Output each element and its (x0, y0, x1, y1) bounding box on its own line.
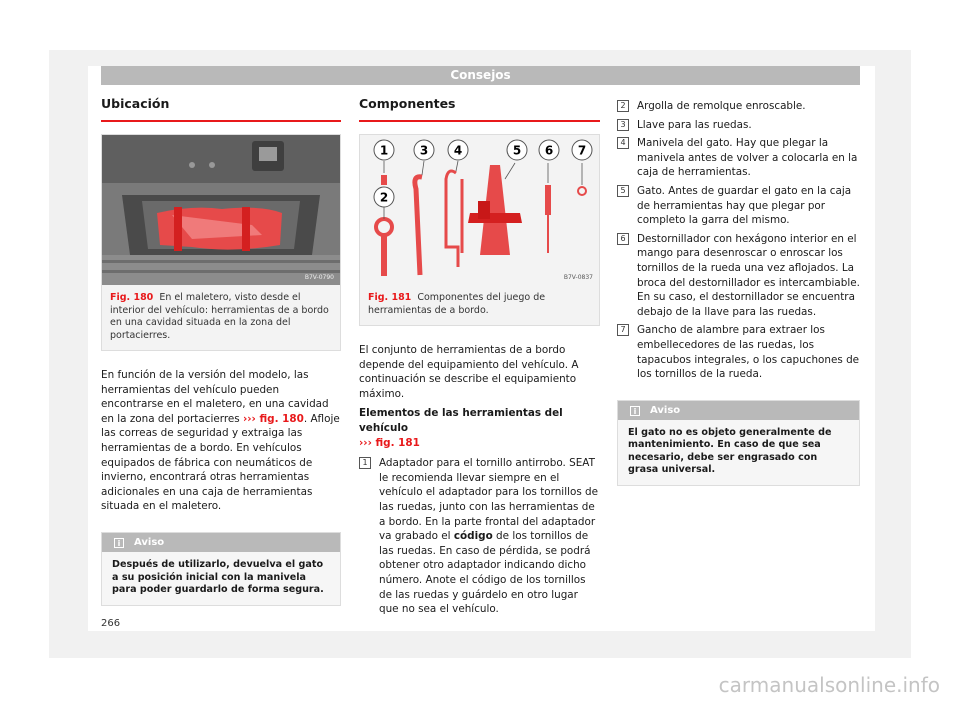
note-header-left (102, 533, 340, 552)
column-componentes (359, 96, 600, 617)
list-title: Elementos de las herramientas del vehículo (359, 407, 563, 434)
callout-7 (572, 140, 592, 160)
note-box-left (101, 532, 341, 606)
figure-180-caption-text: En el maletero, visto desde el interior del vehículo: herramientas de a bordo en una cavidad situada en la zona del portacierres. (110, 292, 329, 341)
figure-181 (359, 134, 600, 326)
section-title-componentes: Componentes (359, 96, 600, 122)
list-item-4 (617, 136, 860, 180)
ubicacion-paragraph (101, 368, 341, 514)
item-number-1: 1 (359, 457, 371, 469)
callout-2 (374, 187, 394, 207)
figure-180-image (102, 135, 340, 285)
svg-text:5: 5 (512, 143, 522, 158)
item-text-3: Llave para las ruedas. (637, 118, 752, 131)
fig-180-link[interactable]: ››› fig. 180 (242, 412, 304, 425)
callout-3 (414, 140, 434, 160)
figure-180 (101, 134, 341, 351)
item-1-text-a: Adaptador para el tornillo antirrobo. SEAT le recomienda llevar siempre en el vehículo el adaptador para los tornillos de las ruedas, junto con las herramientas de a bordo. En la parte frontal del adaptador va grabado el (379, 457, 599, 543)
item-1-text-b: de los tornillos de las ruedas. En caso de pérdida, se podrá obtener otro adaptador indicando dicho número. Anote el código de los tornillos de las ruedas y guárdelo en otro lugar que no sea el vehículo. (379, 530, 591, 616)
info-icon: i (114, 538, 124, 548)
note-box-right (617, 400, 860, 486)
figure-180-caption (102, 285, 340, 350)
item-number-3: 3 (617, 119, 629, 131)
componentes-intro: El conjunto de herramientas de a bordo depende del equipamiento del vehículo. A continuación se describe el equipamiento máximo. (359, 344, 579, 400)
list-item-3 (617, 118, 860, 133)
fig-181-link[interactable]: ››› fig. 181 (359, 436, 420, 449)
watermark: carmanualsonline.info (718, 673, 940, 697)
item-1-code-word: código (453, 530, 493, 543)
figure-180-label: Fig. 180 (110, 292, 154, 303)
list-item-6 (617, 232, 860, 320)
callout-1 (374, 140, 394, 160)
item-text-1 (379, 456, 600, 617)
item-text-2: Argolla de remolque enroscable. (637, 100, 806, 112)
list-item-2 (617, 99, 860, 114)
item-text-7: Gancho de alambre para extraer los embellecedores de las ruedas, los tapacubos integrales, o los capuchones de los tornillos de la rueda. (637, 324, 860, 381)
info-icon: i (630, 406, 640, 416)
note-title-right: Aviso (650, 404, 681, 416)
note-header-right (618, 401, 859, 420)
item-number-2: 2 (617, 100, 629, 112)
section-title-ubicacion: Ubicación (101, 96, 341, 122)
svg-text:6: 6 (544, 143, 554, 158)
callout-5 (507, 140, 527, 160)
ubicacion-text-2: . Afloje las correas de seguridad y extraiga las herramientas de a bordo. En vehículos equipados de fábrica con neumáticos de invierno, encontrará otras herramientas adicionales en una caja de herramientas situada en el maletero. (101, 412, 340, 513)
item-number-5: 5 (617, 185, 629, 197)
list-heading (359, 406, 600, 450)
list-item-7 (617, 323, 860, 381)
callout-4 (448, 140, 468, 160)
tools-illustration (360, 135, 599, 285)
item-number-7: 7 (617, 324, 629, 336)
note-body-left: Después de utilizarlo, devuelva el gato a su posición inicial con la manivela para poder guardarlo de forma segura. (112, 558, 324, 596)
svg-text:2: 2 (379, 190, 389, 205)
figure-181-code: B7V-0837 (563, 274, 593, 281)
ubicacion-text-1: En función de la versión del modelo, las herramientas del vehículo pueden encontrarse en el maletero, en una cavidad en la zona del portacierres (101, 369, 329, 425)
figure-180-code: B7V-0790 (304, 274, 334, 281)
item-number-6: 6 (617, 233, 629, 245)
page-number: 266 (101, 618, 121, 629)
svg-text:4: 4 (453, 143, 463, 158)
trunk-illustration (102, 135, 340, 285)
column-ubicacion (101, 96, 341, 606)
item-text-6: Destornillador con hexágono interior en el mango para desenroscar o enroscar los tornillos de la rueda una vez aflojados. La broca del destornillador es intercambiable. En su caso, el destornillador se encuentra debajo de la llave para las ruedas. (637, 232, 860, 318)
item-number-4: 4 (617, 137, 629, 149)
note-body-right: El gato no es objeto generalmente de mantenimiento. En caso de que sea necesario, debe ser engrasado con grasa universal. (628, 426, 832, 476)
item-text-4: Manivela del gato. Hay que plegar la manivela antes de volver a colocarla en la caja de herramientas. (637, 137, 858, 179)
list-item-1 (359, 456, 600, 617)
svg-text:3: 3 (419, 143, 429, 158)
section-header: Consejos (101, 66, 860, 85)
svg-text:7: 7 (577, 143, 587, 158)
list-item-5 (617, 184, 860, 228)
svg-text:1: 1 (379, 143, 389, 158)
column-items (617, 99, 860, 486)
figure-181-image (360, 135, 599, 285)
note-title-left: Aviso (134, 536, 165, 548)
item-text-5: Gato. Antes de guardar el gato en la caja de herramientas hay que plegar por completo la garra del mismo. (637, 184, 852, 227)
figure-181-caption (360, 285, 599, 325)
figure-181-label: Fig. 181 (368, 292, 412, 303)
figure-181-caption-text: Componentes del juego de herramientas de a bordo. (368, 292, 546, 316)
callout-6 (539, 140, 559, 160)
